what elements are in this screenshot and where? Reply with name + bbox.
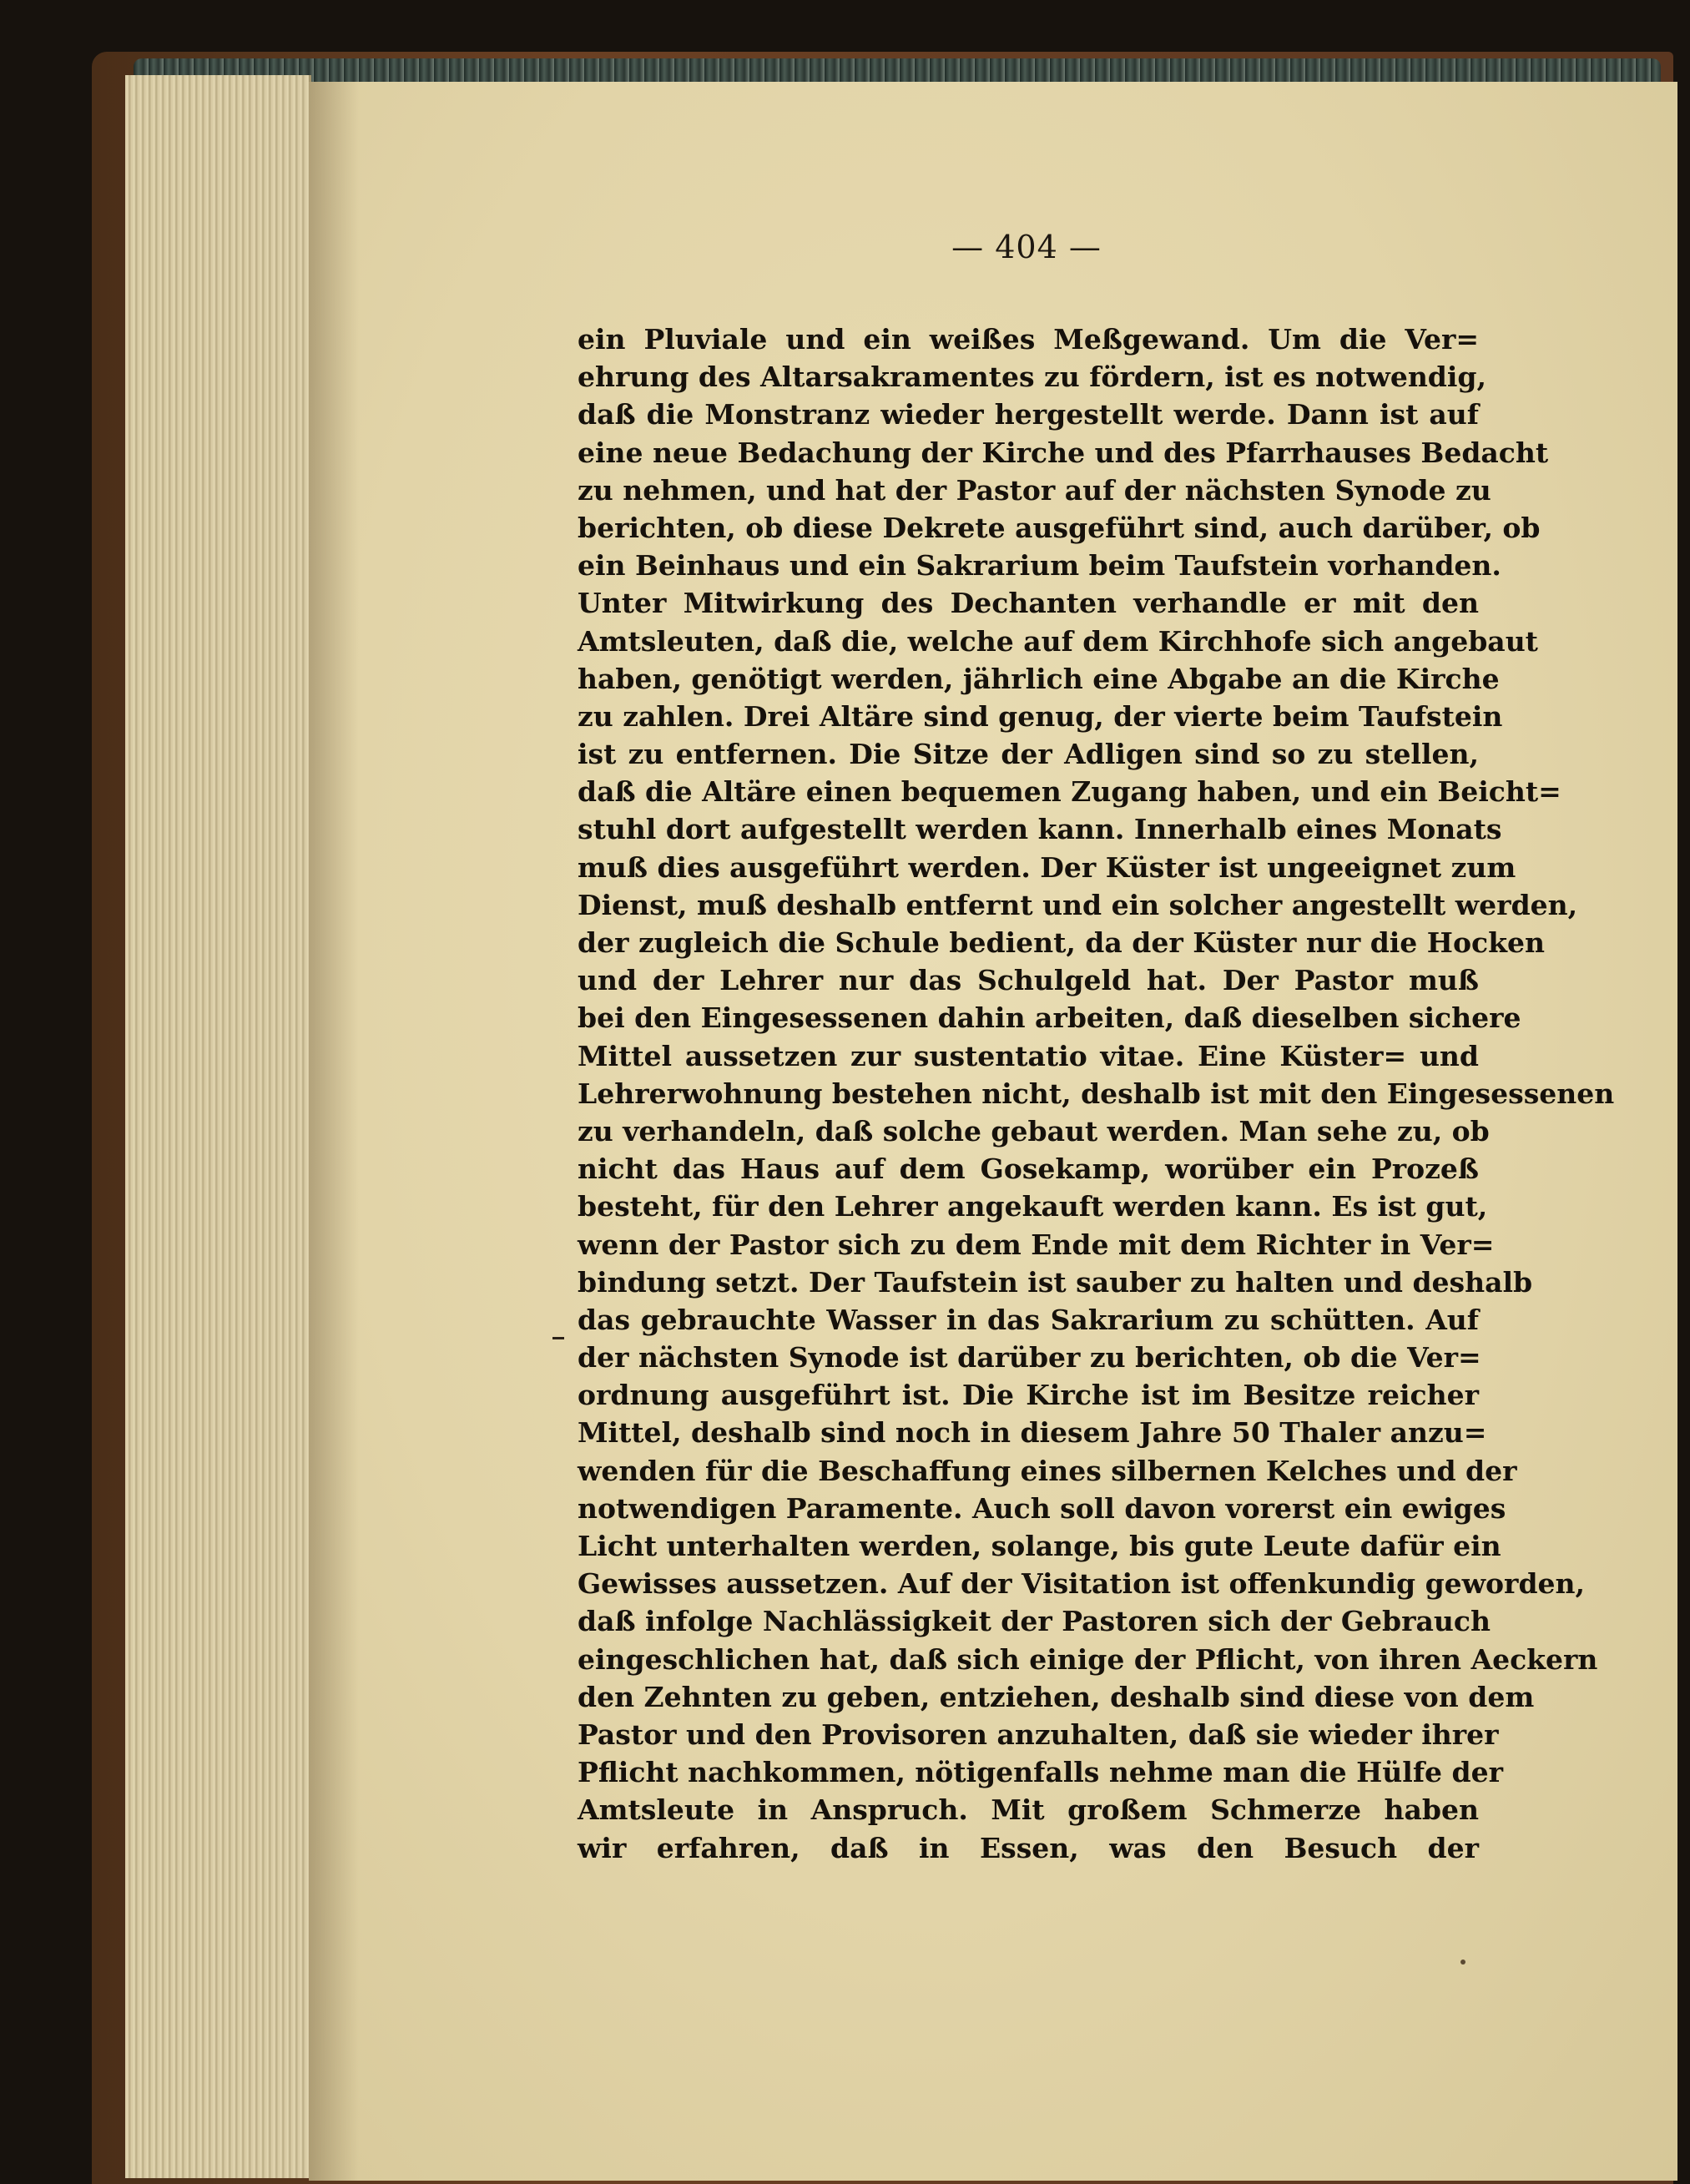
text-line: das gebrauchte Wasser in das Sakrarium zu schütten. Auf xyxy=(578,1303,1479,1336)
text-line: und der Lehrer nur das Schulgeld hat. Der Pastor muß xyxy=(578,964,1479,997)
text-line: zu verhandeln, daß solche gebaut werden. Man sehe zu, ob xyxy=(578,1114,1490,1147)
text-line: muß dies ausgeführt werden. Der Küster ist ungeeignet zum xyxy=(578,850,1516,884)
text-line: ehrung des Altarsakramentes zu fördern, ist es notwendig, xyxy=(578,361,1486,394)
text-line: eingeschlichen hat, daß sich einige der Pflicht, von ihren Aeckern xyxy=(578,1642,1598,1676)
text-line: Licht unterhalten werden, solange, bis gute Leute dafür ein xyxy=(578,1530,1501,1562)
text-line: zu zahlen. Drei Altäre sind genug, der vierte beim Taufstein xyxy=(578,699,1503,733)
text-line: ordnung ausgeführt ist. Die Kirche ist im Besitze reicher xyxy=(578,1379,1479,1412)
text-line: den Zehnten zu geben, entziehen, deshalb sind diese von dem xyxy=(578,1680,1535,1713)
gutter-shadow xyxy=(309,82,359,2181)
text-line: nicht das Haus auf dem Gosekamp, worüber ein Prozeß xyxy=(578,1153,1479,1186)
text-line: ein Beinhaus und ein Sakrarium beim Taufstein vorhanden. xyxy=(578,549,1501,583)
text-line: haben, genötigt werden, jährlich eine Abgabe an die Kirche xyxy=(578,662,1500,695)
text-line: Dienst, muß deshalb entfernt und ein solcher angestellt werden, xyxy=(578,888,1578,921)
text-line: daß die Altäre einen bequemen Zugang haben, und ein Beicht= xyxy=(578,775,1561,809)
text-line: wenn der Pastor sich zu dem Ende mit dem Richter in Ver= xyxy=(578,1228,1495,1261)
text-line: wenden für die Beschaffung eines silbernen Kelches und der xyxy=(578,1454,1517,1487)
text-line: notwendigen Paramente. Auch soll davon vorerst ein ewiges xyxy=(578,1491,1506,1525)
text-line: bei den Eingesessenen dahin arbeiten, daß dieselben sichere xyxy=(578,1001,1521,1035)
text-line: zu nehmen, und hat der Pastor auf der nächsten Synode zu xyxy=(578,473,1491,507)
text-line: Amtsleuten, daß die, welche auf dem Kirchhofe sich angebaut xyxy=(578,624,1538,658)
margin-mark xyxy=(552,1337,564,1339)
text-line: Lehrerwohnung bestehen nicht, deshalb ist mit den Eingesessenen xyxy=(578,1077,1615,1110)
page-speck xyxy=(1460,1960,1466,1965)
text-line: daß die Monstranz wieder hergestellt werde. Dann ist auf xyxy=(578,398,1479,431)
text-line: Unter Mitwirkung des Dechanten verhandle er mit den xyxy=(578,587,1479,620)
text-line: besteht, für den Lehrer angekauft werden kann. Es ist gut, xyxy=(578,1190,1488,1223)
text-line: der nächsten Synode ist darüber zu berichten, ob die Ver= xyxy=(578,1341,1481,1374)
page-edges xyxy=(125,75,311,2178)
text-line: eine neue Bedachung der Kirche und des Pfarrhauses Bedacht xyxy=(578,436,1549,469)
text-line: Amtsleute in Anspruch. Mit großem Schmerze haben xyxy=(578,1793,1479,1827)
body-text xyxy=(578,320,1615,1867)
text-line: wir erfahren, daß in Essen, was den Besuch der xyxy=(578,1831,1479,1864)
text-line: ist zu entfernen. Die Sitze der Adligen sind so zu stellen, xyxy=(578,738,1479,771)
text-line: Pastor und den Provisoren anzuhalten, daß sie wieder ihrer xyxy=(578,1717,1499,1751)
text-line: ein Pluviale und ein weißes Meßgewand. Um die Ver= xyxy=(578,323,1479,356)
text-line: Pflicht nachkommen, nötigenfalls nehme man die Hülfe der xyxy=(578,1756,1503,1789)
text-line: der zugleich die Schule bedient, da der Küster nur die Hocken xyxy=(578,926,1545,959)
text-line: Mittel aussetzen zur sustentatio vitae. Eine Küster= und xyxy=(578,1039,1479,1072)
text-line: Gewisses aussetzen. Auf der Visitation ist offenkundig geworden, xyxy=(578,1567,1585,1601)
page-number: — 404 — xyxy=(951,229,1102,265)
text-line: Mittel, deshalb sind noch in diesem Jahre 50 Thaler anzu= xyxy=(578,1416,1487,1450)
text-line: berichten, ob diese Dekrete ausgeführt sind, auch darüber, ob xyxy=(578,511,1541,544)
text-line: stuhl dort aufgestellt werden kann. Innerhalb eines Monats xyxy=(578,813,1502,846)
text-line: bindung setzt. Der Taufstein ist sauber zu halten und deshalb xyxy=(578,1265,1533,1299)
text-line: daß infolge Nachlässigkeit der Pastoren sich der Gebrauch xyxy=(578,1605,1491,1638)
